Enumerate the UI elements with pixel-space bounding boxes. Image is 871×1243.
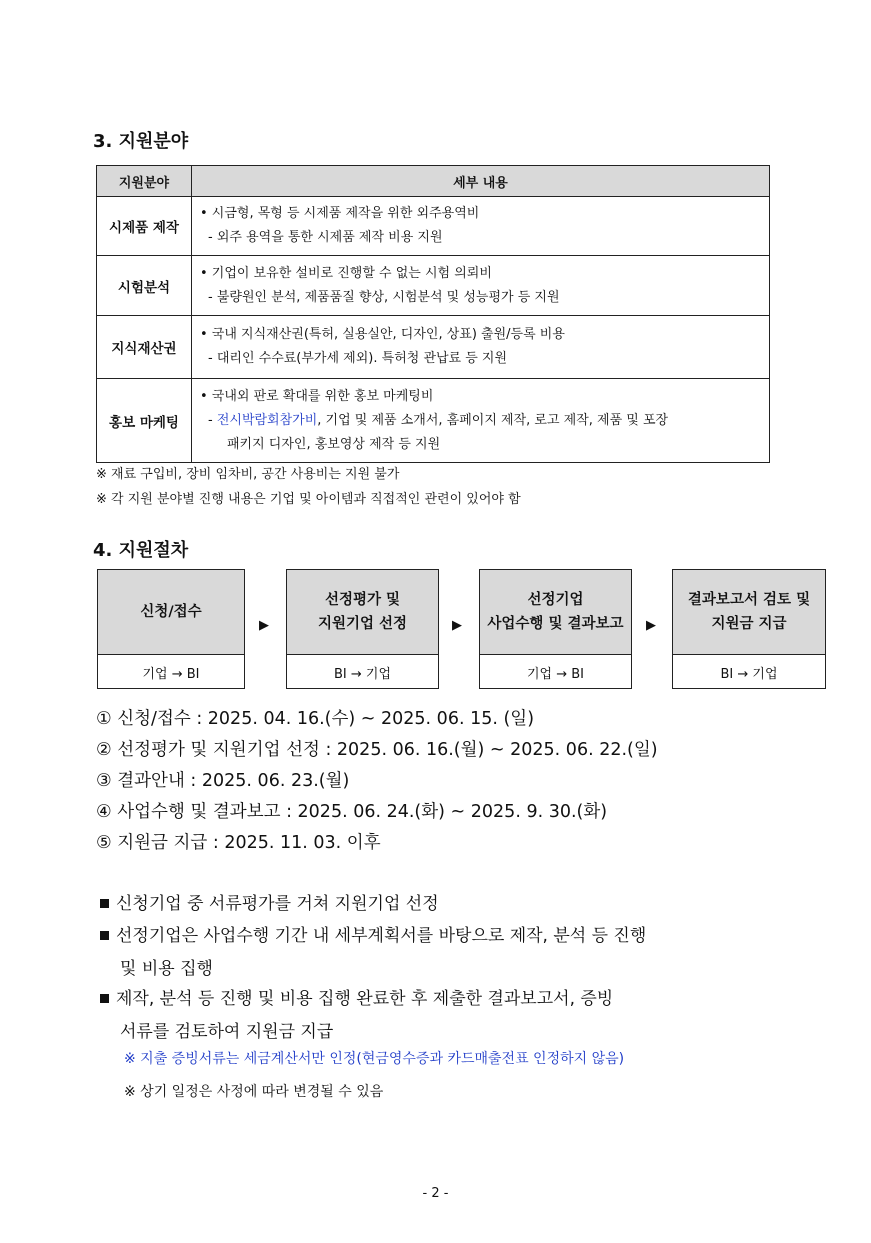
bullet-text-cont: 서류를 검토하여 지원금 지급 [120,1022,334,1042]
field-cell: 지식재산권 [97,316,192,379]
flow-step-direction: BI → 기업 [720,666,778,682]
flow-arrow-icon: ▶ [259,618,269,633]
table-row [97,379,770,463]
detail-cell [192,316,770,379]
bullet-item-2 [100,921,646,951]
flow-step-title: 선정기업 사업수행 및 결과보고 [480,570,631,655]
note-1: ※ 재료 구입비, 장비 임차비, 공간 사용비는 지원 불가 [96,467,400,482]
flow-step-direction: 기업 → BI [526,666,585,682]
field-cell: 시험분석 [97,256,192,316]
flow-step-3 [479,569,632,689]
flow-step-4 [672,569,826,689]
header-field: 지원분야 [97,166,192,197]
field-cell: 홍보 마케팅 [97,379,192,463]
flow-step-direction: BI → 기업 [333,666,392,682]
schedule-step-5: ⑤ 지원금 지급 : 2025. 11. 03. 이후 [96,833,381,853]
evidence-note: ※ 지출 증빙서류는 세금계산서만 인정(현금영수증과 카드매출전표 인정하지 않음) [124,1051,625,1067]
table-row [97,316,770,379]
field-cell: 시제품 제작 [97,197,192,256]
schedule-step-1: ① 신청/접수 : 2025. 04. 16.(수) ~ 2025. 06. 15. (일) [96,709,535,729]
flow-step-title: 신청/접수 [98,570,244,655]
schedule-step-2: ② 선정평가 및 지원기업 선정 : 2025. 06. 16.(월) ~ 2025. 06. 22.(일) [96,740,658,760]
square-bullet-icon [100,899,109,908]
detail-subline: - 불량원인 분석, 제품품질 향상, 시험분석 및 성능평가 등 지원 [208,289,560,305]
square-bullet-icon [100,994,109,1003]
detail-line: • 기업이 보유한 설비로 진행할 수 없는 시험 의뢰비 [200,265,492,281]
schedule-step-4: ④ 사업수행 및 결과보고 : 2025. 06. 24.(화) ~ 2025. 9. 30.(화) [96,802,608,822]
flow-step-title: 선정평가 및 지원기업 선정 [287,570,438,655]
detail-line: • 시금형, 목형 등 시제품 제작을 위한 외주용역비 [200,206,480,221]
table-header-row [97,166,770,197]
page-number: - 2 - [422,1186,449,1201]
flow-step-2 [286,569,439,689]
detail-line: • 국내 지식재산권(특허, 실용실안, 디자인, 상표) 출원/등록 비용 [200,327,565,342]
header-detail: 세부 내용 [192,166,770,197]
detail-subline: - 외주 용역을 통한 시제품 제작 비용 지원 [208,230,443,245]
detail-subline: - 대리인 수수료(부가세 제외). 특허청 관납료 등 지원 [208,351,508,366]
dash: - [208,412,217,428]
detail-subline-cont: 패키지 디자인, 홍보영상 제작 등 지원 [227,436,441,452]
detail-rest: , 기업 및 제품 소개서, 홈페이지 제작, 로고 제작, 제품 및 포장 [317,412,669,428]
table-row [97,197,770,256]
detail-line: • 국내외 판로 확대를 위한 홍보 마케팅비 [200,388,434,404]
detail-cell [192,379,770,463]
bullet-text: 제작, 분석 등 진행 및 비용 집행 완료한 후 제출한 결과보고서, 증빙 [116,989,614,1009]
bullet-text: 선정기업은 사업수행 기간 내 세부계획서를 바탕으로 제작, 분석 등 진행 [116,926,647,946]
note-2: ※ 각 지원 분야별 진행 내용은 기업 및 아이템과 직접적인 관련이 있어야 함 [96,492,521,507]
flow-step-direction: 기업 → BI [142,666,200,682]
flow-arrow-icon: ▶ [646,618,656,633]
flow-step-title: 결과보고서 검토 및 지원금 지급 [673,570,825,655]
support-field-table [96,165,770,463]
section-3-title: 3. 지원분야 [93,131,189,152]
bullet-item-1 [100,889,439,919]
detail-cell [192,256,770,316]
table-row [97,256,770,316]
detail-cell [192,197,770,256]
section-4-title: 4. 지원절차 [93,540,189,561]
bullet-text: 신청기업 중 서류평가를 거쳐 지원기업 선정 [116,894,439,914]
schedule-change-note: ※ 상기 일정은 사정에 따라 변경될 수 있음 [124,1084,384,1100]
square-bullet-icon [100,931,109,940]
schedule-step-3: ③ 결과안내 : 2025. 06. 23.(월) [96,771,350,791]
exhibition-fee-highlight: 전시박람회참가비 [216,412,318,428]
detail-subline [200,409,761,433]
bullet-text-cont: 및 비용 집행 [120,959,213,979]
bullet-item-3 [100,984,613,1014]
flow-step-1 [97,569,245,689]
flow-arrow-icon: ▶ [452,618,462,633]
